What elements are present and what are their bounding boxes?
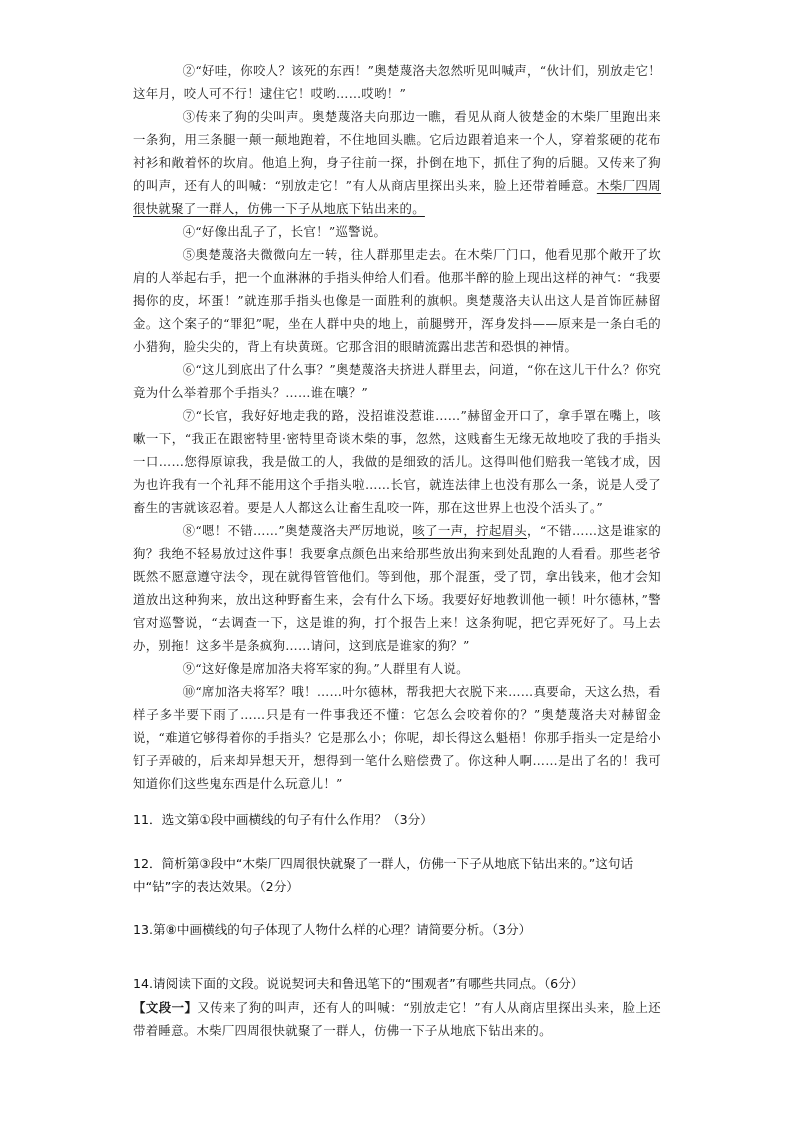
paragraph-4: ④“好像出乱子了，长官！”巡警说。 (182, 224, 387, 239)
underlined-phrase-8: 咳了一声，拧起眉头 (412, 523, 528, 538)
question-11: 11．选文第①段中画横线的句子有什么作用？（3分） (133, 812, 433, 827)
question-13: 13.第⑧中画横线的句子体现了人物什么样的心理？请简要分析。（3分） (133, 922, 532, 937)
paragraph-7: ⑦“长官，我好好地走我的路，没招谁没惹谁……”赫留金开口了，拿手罩在嘴上，咳嗽一下，“我正在跟密特里·密特里奇谈木柴的事，忽然，这贱畜生无缘无故地咬了我的手指头一口……您得原谅我，我是做工的人，我做的是细致的活儿。这得叫他们赔我一笔钱才成，因为也许我有一个礼拜不能用这个手指头啦……长官，就连法律上也没有那么一条，说是人受了畜生的害就该忍着。要是人人都这么让畜生乱咬一阵，那在这世界上也没个活头了。” (133, 408, 661, 515)
paragraph-8: ⑧“嗯！不错……”奥楚蔑洛夫严厉地说，咳了一声，拧起眉头，“不错……这是谁家的狗？我绝不轻易放过这件事！我要拿点颜色出来给那些放出狗来到处乱跑的人看看。那些老爷既然不愿意遵守法令，现在就得管管他们。等到他，那个混蛋，受了罚，拿出钱来，他才会知道放出这种狗来，放出这种野畜生来，会有什么下场。我要好好地教训他一顿！叶尔德林，”警官对巡警说，“去调查一下，这是谁的狗，打个报告上来！这条狗呢，把它弄死好了。马上去办，别拖！这多半是条疯狗……请问，这到底是谁家的狗？” (133, 523, 662, 653)
paragraph-3: ③传来了狗的尖叫声。奥楚蔑洛夫向那边一瞧，看见从商人彼楚金的木柴厂里跑出来一条狗，用三条腿一颠一颠地跑着，不住地回头瞧。它后边跟着追来一个人，穿着浆硬的花布衬衫和敞着怀的坎肩。他追上狗，身子往前一探，扑倒在地下，抓住了狗的后腿。又传来了狗的叫声，还有人的叫喊：“别放走它！”有人从商店里探出头来，脸上还带着睡意。木柴厂四周很快就聚了一群人，仿佛一下子从地底下钻出来的。 (133, 109, 661, 216)
reading-passage (133, 59, 661, 795)
question-14: 14.请阅读下面的文段。说说契诃夫和鲁迅笔下的“围观者”有哪些共同点。（6分） (133, 976, 584, 991)
paragraph-9: ⑨“这好像是席加洛夫将军家的狗。”人群里有人说。 (182, 661, 469, 676)
underlined-sentence-3: 木柴厂四周很快就聚了一群人，仿佛一下子从地底下钻出来的。 (133, 178, 661, 216)
paragraph-6: ⑥“这儿到底出了什么事？”奥楚蔑洛夫挤进人群里去，问道，“你在这儿干什么？你究竟为什么举着那个手指头？……谁在嚷？” (133, 362, 661, 400)
paragraph-10: ⑩“席加洛夫将军？哦！……叶尔德林，帮我把大衣脱下来……真要命，天这么热，看样子多半要下雨了……只是有一件事我还不懂：它怎么会咬着你的？”奥楚蔑洛夫对赫留金说，“难道它够得着你的手指头？它是那么小；你呢，却长得这么魁梧！你那手指头一定是给小钉子弄破的，后来却异想天开，想得到一笔什么赔偿费了。你这种人啊……是出了名的！我可知道你们这些鬼东西是什么玩意儿！” (133, 684, 661, 791)
paragraph-5: ⑤奥楚蔑洛夫微微向左一转，往人群那里走去。在木柴厂门口，他看见那个敞开了坎肩的人举起右手，把一个血淋淋的手指头伸给人们看。他那半醉的脸上现出这样的神气：“我要揭你的皮，坏蛋！”就连那手指头也像是一面胜利的旗帜。奥楚蔑洛夫认出这人是首饰匠赫留金。这个案子的“罪犯”呢，坐在人群中央的地上，前腿劈开，浑身发抖——原来是一条白毛的小猎狗，脸尖尖的，背上有块黄斑。它那含泪的眼睛流露出悲苦和恐惧的神情。 (133, 247, 661, 354)
excerpt-text: 又传来了狗的叫声，还有人的叫喊：“别放走它！”有人从商店里探出头来，脸上还带着睡意。木柴厂四周很快就聚了一群人，仿佛一下子从地底下钻出来的。 (133, 1000, 661, 1038)
excerpt-one (133, 996, 661, 1042)
paragraph-2: ②“好哇，你咬人？该死的东西！”奥楚蔑洛夫忽然听见叫喊声，“伙计们，别放走它！这年月，咬人可不行！逮住它！哎哟……哎哟！” (133, 63, 661, 101)
question-12: 12．简析第③段中“木柴厂四周很快就聚了一群人，仿佛一下子从地底下钻出来的。”这句话中“钻”字的表达效果。（2分） (133, 856, 634, 894)
excerpt-label: 【文段一】 (133, 1000, 198, 1015)
